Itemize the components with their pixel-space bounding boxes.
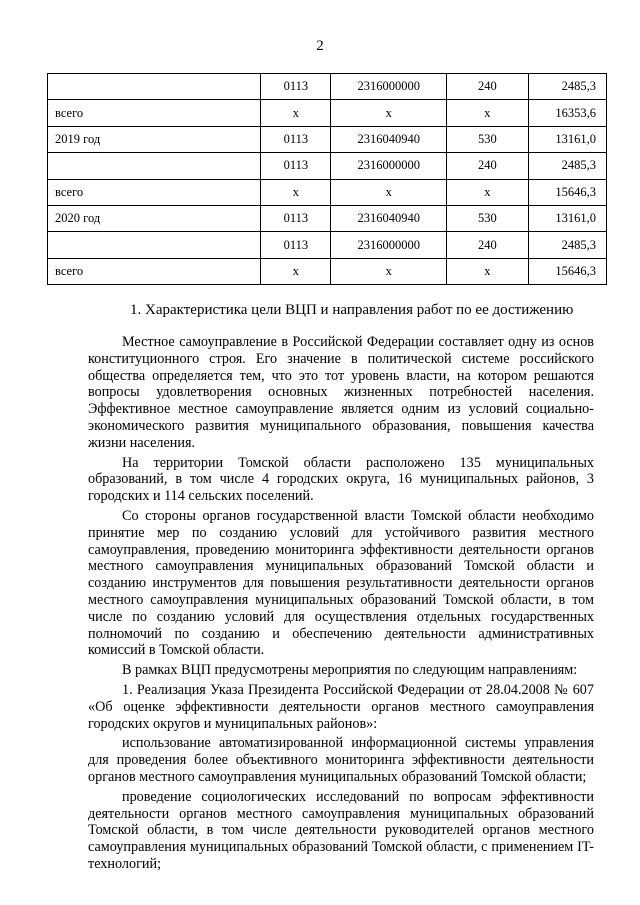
table-row	[48, 258, 607, 284]
section-code-cell: x	[261, 258, 331, 284]
table-row	[48, 100, 607, 126]
row-label-cell	[48, 153, 261, 179]
budget-table	[47, 73, 607, 285]
paragraph: использование автоматизированной информационной системы управления для проведения более объективного мониторинга эффективности деятельности органов местного самоуправления муниципальных образований Томской области;	[88, 735, 594, 785]
amount-cell: 15646,3	[528, 179, 606, 205]
target-article-cell: 2316000000	[331, 153, 447, 179]
expense-type-cell: x	[447, 179, 529, 205]
target-article-cell: 2316040940	[331, 126, 447, 152]
row-label-cell: 2020 год	[48, 205, 261, 231]
amount-cell: 13161,0	[528, 205, 606, 231]
section-code-cell: 0113	[261, 205, 331, 231]
section-code-cell: 0113	[261, 74, 331, 100]
expense-type-cell: x	[447, 100, 529, 126]
target-article-cell: 2316000000	[331, 74, 447, 100]
row-label-cell	[48, 74, 261, 100]
expense-type-cell: 530	[447, 205, 529, 231]
section-code-cell: 0113	[261, 126, 331, 152]
amount-cell: 15646,3	[528, 258, 606, 284]
expense-type-cell: 530	[447, 126, 529, 152]
expense-type-cell: 240	[447, 153, 529, 179]
table-row	[48, 205, 607, 231]
amount-cell: 2485,3	[528, 74, 606, 100]
row-label-cell: 2019 год	[48, 126, 261, 152]
amount-cell: 2485,3	[528, 153, 606, 179]
row-label-cell: всего	[48, 100, 261, 126]
paragraph: Местное самоуправление в Российской Федерации составляет одну из основ конституционного строя. Его значение в политической системе российского общества определяется тем, что это тот уровень власти, на котором решаются вопросы удовлетворения основных жизненных потребностей населения. Эффективное местное самоуправление является одним из условий социально-экономического развития муниципального образования, повышения качества жизни населения.	[88, 334, 594, 451]
table-row	[48, 126, 607, 152]
section-code-cell: 0113	[261, 232, 331, 258]
expense-type-cell: x	[447, 258, 529, 284]
body-text	[88, 334, 594, 873]
table-row	[48, 153, 607, 179]
row-label-cell: всего	[48, 258, 261, 284]
amount-cell: 2485,3	[528, 232, 606, 258]
target-article-cell: x	[331, 100, 447, 126]
row-label-cell	[48, 232, 261, 258]
section-code-cell: x	[261, 100, 331, 126]
section-code-cell: x	[261, 179, 331, 205]
section-heading: 1. Характеристика цели ВЦП и направления работ по ее достижению	[130, 302, 574, 318]
paragraph: 1. Реализация Указа Президента Российской Федерации от 28.04.2008 № 607 «Об оценке эффективности деятельности органов местного самоуправления городских округов и муниципальных районов»:	[88, 681, 594, 732]
target-article-cell: x	[331, 258, 447, 284]
paragraph: проведение социологических исследований по вопросам эффективности деятельности органов местного самоуправления муниципальных образований Томской области, в том числе деятельности руководителей органов местного самоуправления муниципальных образований Томской области, с применением IT-технологий;	[88, 788, 594, 872]
row-label-cell: всего	[48, 179, 261, 205]
paragraph: Со стороны органов государственной власти Томской области необходимо принятие мер по созданию условий для устойчивого развития местного самоуправления, проведению мониторинга эффективности деятельности органов местного самоуправления муниципальных образований Томской области и созданию инструментов для повышения результативности деятельности органов местного самоуправления муниципальных образований Томской области, в том числе по созданию условий для осуществления отдельных государственных полномочий по созданию и обеспечению деятельности административных комиссий в Томской области.	[88, 507, 594, 659]
paragraph: В рамках ВЦП предусмотрены мероприятия по следующим направлениям:	[122, 662, 578, 679]
section-code-cell: 0113	[261, 153, 331, 179]
target-article-cell: x	[331, 179, 447, 205]
target-article-cell: 2316040940	[331, 205, 447, 231]
amount-cell: 16353,6	[528, 100, 606, 126]
table-row	[48, 179, 607, 205]
table-row	[48, 74, 607, 100]
page-number: 2	[316, 38, 324, 54]
paragraph: На территории Томской области расположено 135 муниципальных образований, в том числе 4 городских округа, 16 муниципальных районов, 3 городских и 114 сельских поселений.	[88, 454, 594, 505]
table-row	[48, 232, 607, 258]
expense-type-cell: 240	[447, 232, 529, 258]
amount-cell: 13161,0	[528, 126, 606, 152]
expense-type-cell: 240	[447, 74, 529, 100]
target-article-cell: 2316000000	[331, 232, 447, 258]
